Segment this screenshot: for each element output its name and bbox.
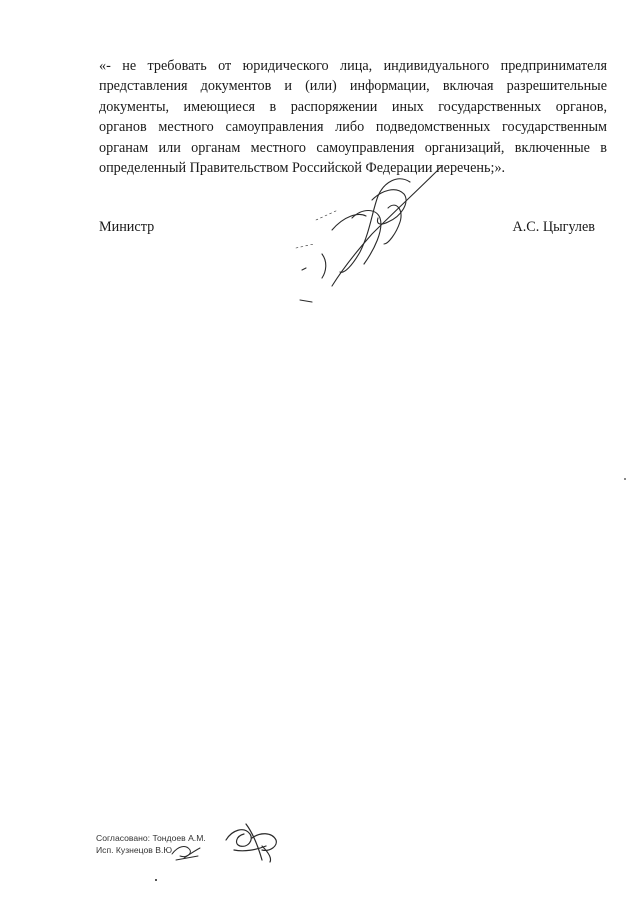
initials-signature	[222, 816, 282, 864]
body-line: определенный Правительством Российской Федерации перечень;».	[99, 160, 506, 177]
scan-artifact-dot	[155, 879, 157, 881]
position-title: Министр	[99, 219, 155, 235]
handwritten-signature	[292, 160, 452, 310]
scan-artifact-dot	[624, 478, 626, 480]
body-line: «- не требовать от юридического лица, индивидуального предпринимателя	[99, 58, 607, 74]
body-line: документы, имеющиеся в распоряжении иных государственных органов,	[99, 98, 607, 115]
body-line: органов местного самоуправления либо подведомственных государственным	[99, 119, 607, 136]
signer-name: А.С. Цыгулев	[512, 219, 595, 235]
body-line: органам или органам местного самоуправления организаций, включенные в	[99, 139, 607, 156]
executor-initials	[170, 840, 202, 862]
executor-line: Исп. Кузнецов В.Ю.	[96, 845, 175, 855]
approval-line: Согласовано: Тондоев А.М.	[96, 833, 206, 843]
body-line: представления документов и (или) информации, включая разрешительные	[99, 78, 607, 95]
